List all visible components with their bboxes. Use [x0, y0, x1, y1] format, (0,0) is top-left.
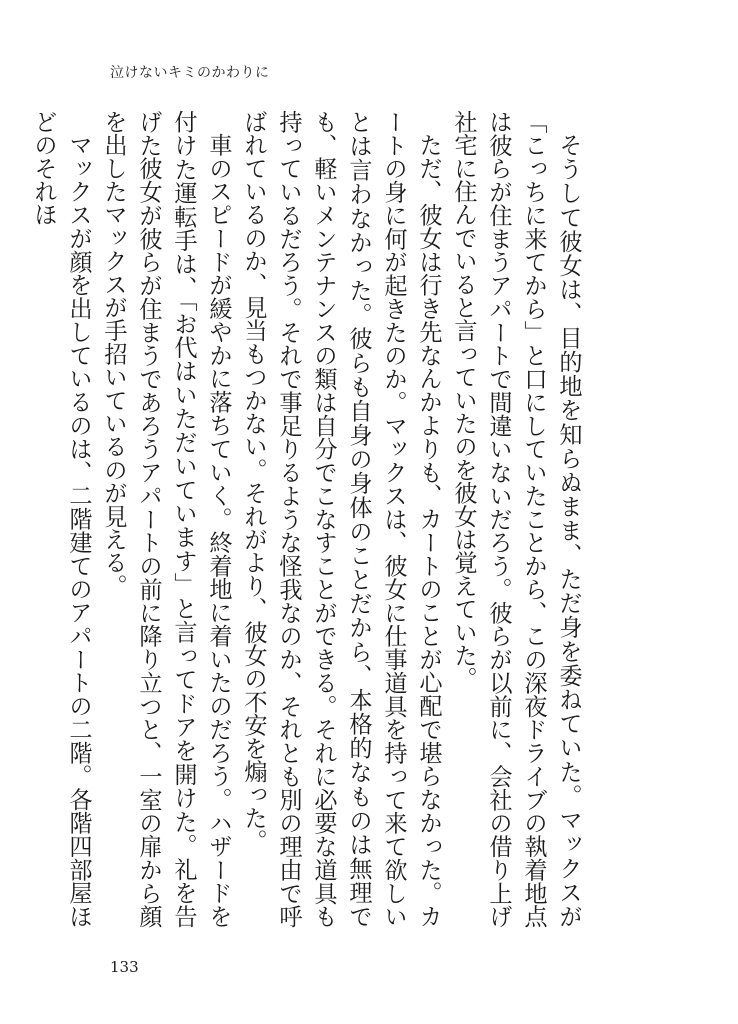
paragraph-3: 車のスピードが緩やかに落ちていく。終着地に着いたのだろう。ハザードを付けた運転手は、「お代はいただいています」と言ってドアを開けた。礼を告げた彼女が彼らが住まうであろうアパートの前に降り立つと、一室の扉から顔を出したマックスが手招いているのが見える。 [100, 110, 232, 928]
page-number: 133 [110, 958, 139, 976]
paragraph-2: ただ、彼女は行き先なんかよりも、カートのことが心配で堪らなかった。カートの身に何が起きたのか。マックスは、彼女に仕事道具を持って来て欲しいとは言わなかった。彼らも自身の身体のことだから、本格的なものは無理でも、軽いメンテナンスの類は自分でこなすことができる。それに必要な道具も持っているだろう。それで事足りるような怪我なのか、それとも別の理由で呼ばれているのか、見当もつかない。それがより、彼女の不安を煽った。 [240, 110, 442, 928]
paragraph-4: マックスが顔を出しているのは、二階建てのアパートの二階。各階四部屋ほどのそれほ [30, 110, 92, 928]
vertical-body-text [30, 110, 586, 928]
paragraph-1: そうして彼女は、目的地を知らぬまま、ただ身を委ねていた。マックスが「こっちに来てから」と口にしていたことから、この深夜ドライブの執着地点は彼らが住まうアパートで間違いないだろう。彼らが以前に、会社の借り上げ社宅に住んでいると言っていたのを彼女は覚えていた。 [450, 110, 582, 928]
running-head: 泣けないキミのかわりに [110, 65, 270, 81]
